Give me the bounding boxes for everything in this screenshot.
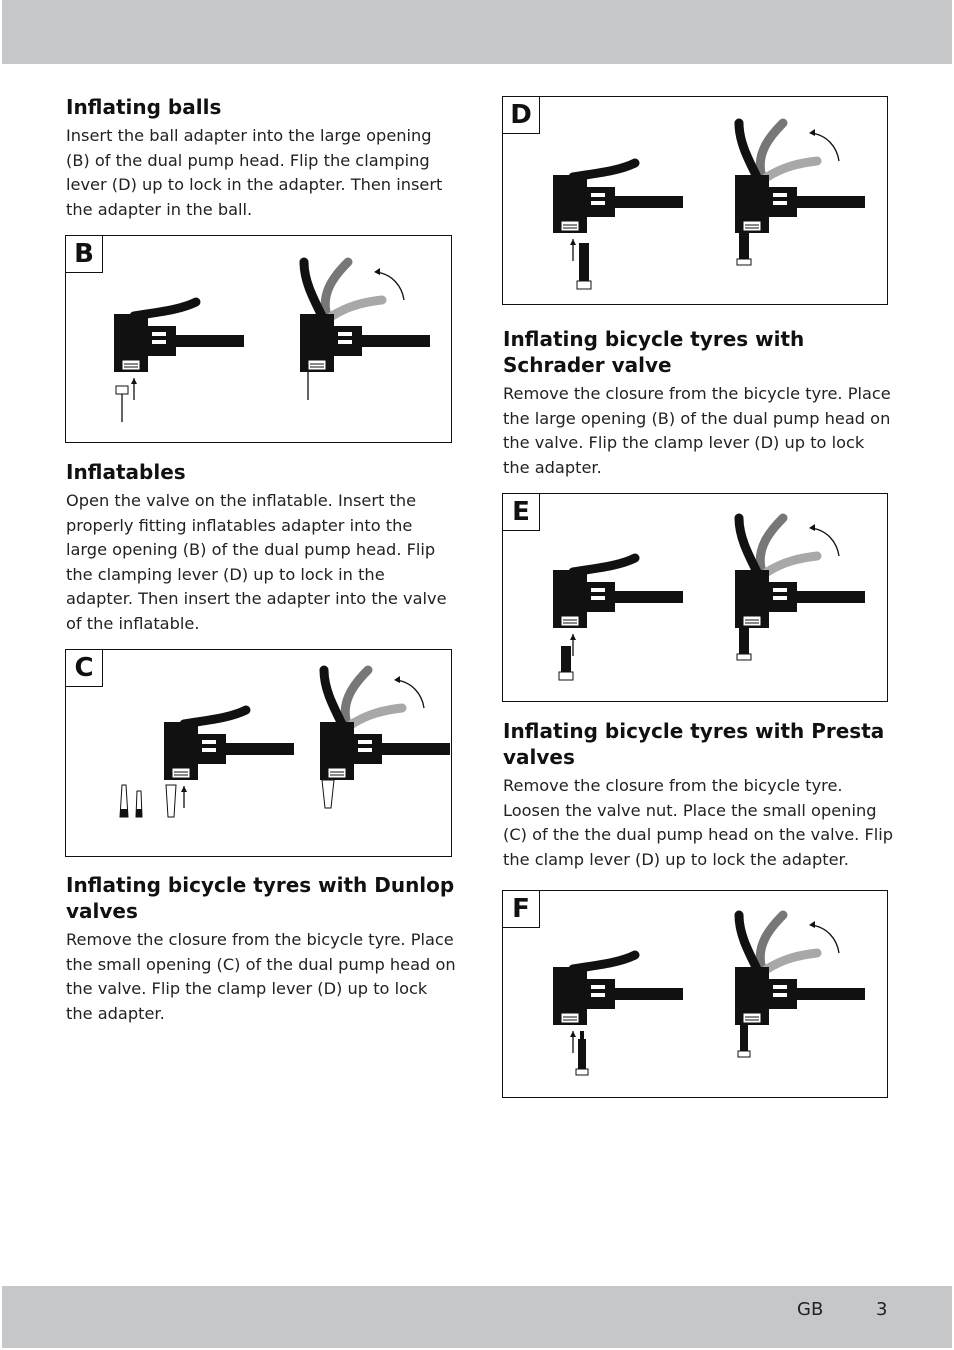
lever-black bbox=[304, 262, 322, 316]
header-band bbox=[2, 0, 952, 64]
figure-b-illustration bbox=[66, 236, 453, 444]
figure-b bbox=[65, 235, 452, 443]
lever-black bbox=[739, 915, 757, 969]
section-body: Remove the closure from the bicycle tyre. Place the small opening (C) of the dual pump head on the valve. Flip the clamp lever (D) up to lock the adapter. bbox=[66, 930, 456, 1023]
section-schrader bbox=[503, 326, 895, 480]
figure-d-illustration bbox=[503, 97, 889, 306]
section-dunlop bbox=[66, 872, 456, 1026]
section-body: Remove the closure from the bicycle tyre. Loosen the valve nut. Place the small opening (C) of the the dual pump head on the valve. Flip the clamp lever (D) up to lock the adapter. bbox=[503, 776, 894, 869]
lever-light bbox=[767, 953, 817, 969]
section-title: Inflating bicycle tyres with Dunlop valves bbox=[66, 873, 455, 923]
lever-light bbox=[332, 300, 382, 316]
section-body: Open the valve on the inflatable. Insert the properly fitting inflatables adapter into the large opening (B) of the dual pump head. Flip the clamping lever (D) up to lock in the adapter. Then insert the adapter into the valve of the inflatable. bbox=[66, 491, 447, 633]
lever-dark bbox=[345, 670, 368, 720]
section-presta bbox=[503, 718, 895, 872]
figure-f-illustration bbox=[503, 891, 889, 1099]
lever bbox=[184, 710, 246, 724]
lever-dark bbox=[760, 518, 783, 568]
figure-label: F bbox=[503, 891, 540, 928]
lever-dark bbox=[760, 123, 783, 173]
section-body: Remove the closure from the bicycle tyre. Place the large opening (B) of the dual pump head on the valve. Flip the clamp lever (D) up to lock the adapter. bbox=[503, 384, 891, 477]
lever-light bbox=[767, 161, 817, 177]
lever bbox=[573, 955, 635, 969]
lever-light bbox=[767, 556, 817, 572]
figure-e-illustration bbox=[503, 494, 889, 703]
figure-label: D bbox=[503, 97, 540, 134]
lever bbox=[134, 302, 196, 316]
figure-d bbox=[502, 96, 888, 305]
lever-black bbox=[739, 123, 757, 177]
figure-label: B bbox=[66, 236, 103, 273]
lever-dark bbox=[325, 262, 348, 312]
lever bbox=[573, 558, 635, 572]
figure-e bbox=[502, 493, 888, 702]
page-number: 3 bbox=[876, 1299, 888, 1320]
figure-label: E bbox=[503, 494, 540, 531]
figure-c-illustration bbox=[66, 650, 453, 858]
section-inflating-balls bbox=[66, 94, 456, 222]
lever bbox=[573, 163, 635, 177]
section-title: Inflating bicycle tyres with Presta valves bbox=[503, 719, 885, 769]
section-body: Insert the ball adapter into the large opening (B) of the dual pump head. Flip the clamping lever (D) up to lock in the adapter. Then insert the adapter in the ball. bbox=[66, 126, 443, 219]
lever-dark bbox=[760, 915, 783, 965]
section-title: Inflatables bbox=[66, 460, 186, 484]
figure-f bbox=[502, 890, 888, 1098]
lever-black bbox=[739, 518, 757, 572]
figure-c bbox=[65, 649, 452, 857]
lever-black bbox=[324, 670, 342, 724]
section-title: Inflating balls bbox=[66, 95, 222, 119]
footer-language: GB bbox=[797, 1299, 824, 1320]
section-title: Inflating bicycle tyres with Schrader valve bbox=[503, 327, 805, 377]
figure-label: C bbox=[66, 650, 103, 687]
section-inflatables bbox=[66, 459, 456, 637]
lever-light bbox=[352, 708, 402, 724]
